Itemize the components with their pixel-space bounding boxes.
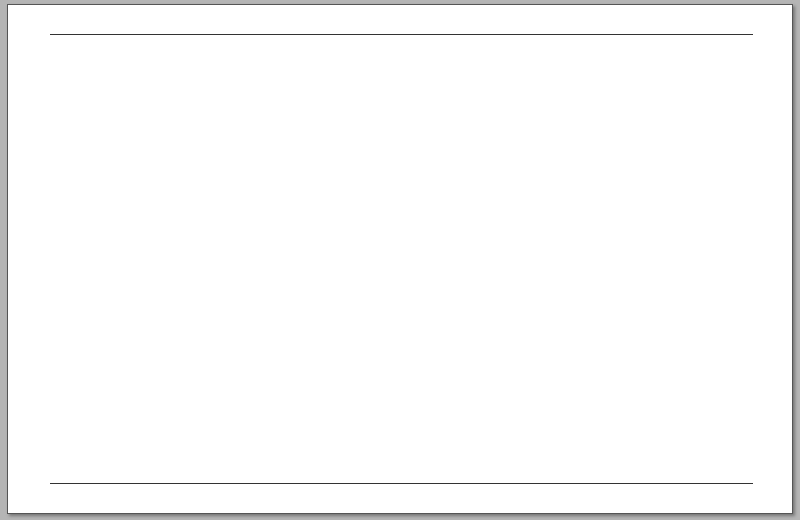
footer-rule	[50, 483, 753, 484]
document-page	[7, 4, 793, 514]
header-rule	[50, 34, 753, 35]
figure-caption	[96, 436, 106, 444]
